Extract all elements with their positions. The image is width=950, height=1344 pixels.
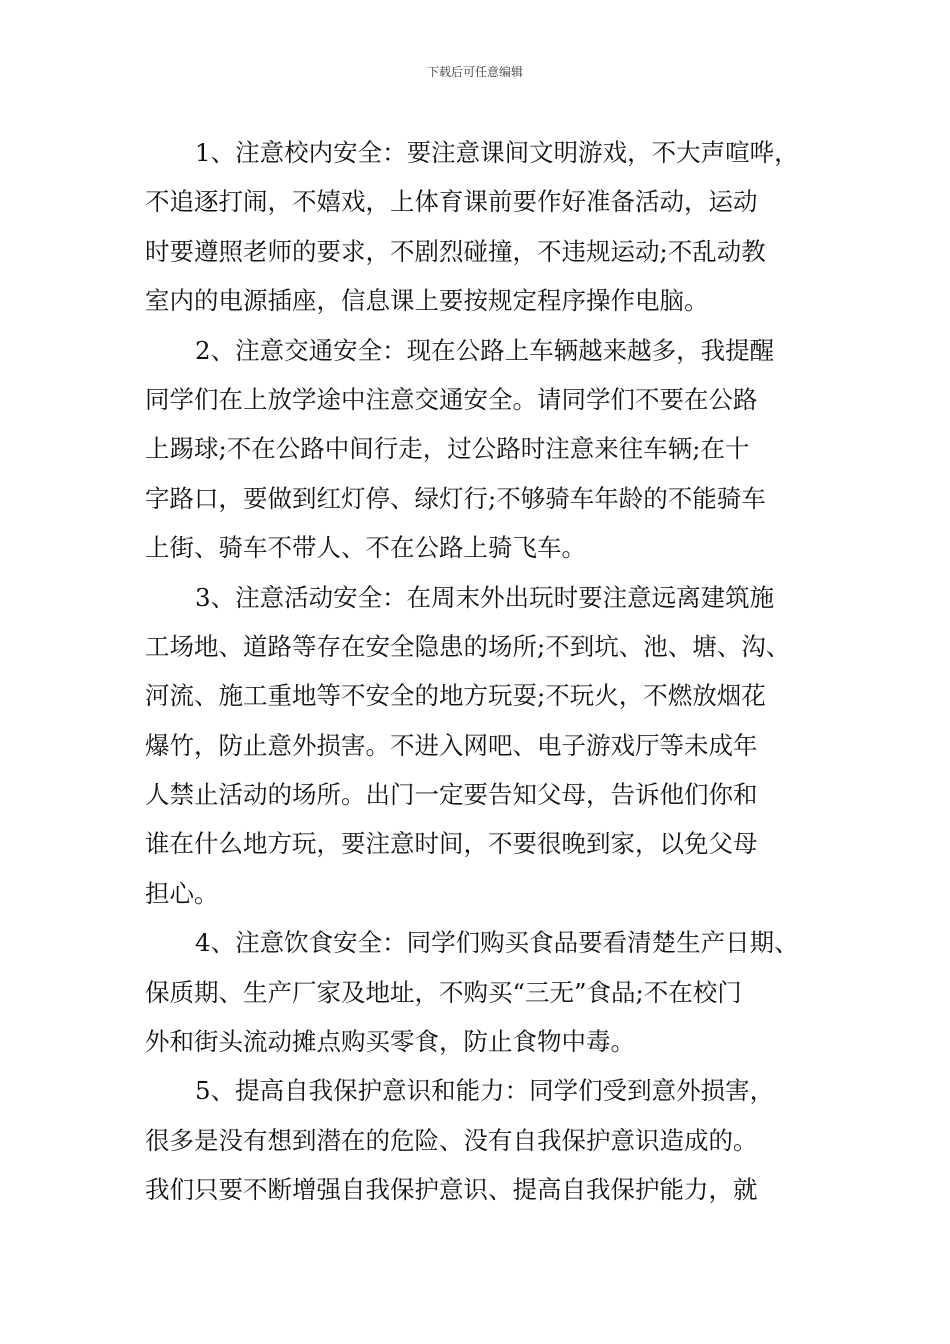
paragraph-line: 外和街头流动摊点购买零食，防止食物中毒。: [145, 1027, 635, 1057]
paragraph-line: 很多是没有想到潜在的危险、没有自我保护意识造成的。: [145, 1125, 758, 1155]
paragraph-self-protection: [145, 1066, 835, 1214]
page-header: 下载后可任意编辑: [426, 65, 523, 79]
paragraph-line: 人禁止活动的场所。出门一定要告知父母，告诉他们你和: [145, 780, 758, 810]
paragraph-campus-safety: [145, 128, 835, 326]
paragraph-line: 字路口，要做到红灯停、绿灯行;不够骑车年龄的不能骑车: [145, 483, 766, 513]
paragraph-line: 上街、骑车不带人、不在公路上骑飞车。: [145, 533, 586, 563]
paragraph-traffic-safety: [145, 326, 835, 573]
paragraph-line: 爆竹，防止意外损害。不进入网吧、电子游戏厅等未成年: [145, 730, 758, 760]
paragraph-line: 5、提高自我保护意识和能力：同学们受到意外损害，: [195, 1076, 775, 1106]
paragraph-line: 同学们在上放学途中注意交通安全。请同学们不要在公路: [145, 384, 758, 414]
paragraph-line: 2、注意交通安全：现在公路上车辆越来越多，我提醒: [195, 335, 775, 365]
paragraph-activity-safety: [145, 573, 835, 919]
document-body: [145, 128, 835, 1215]
paragraph-line: 室内的电源插座，信息课上要按规定程序操作电脑。: [145, 286, 709, 316]
paragraph-food-safety: [145, 918, 835, 1066]
paragraph-line: 上踢球;不在公路中间行走，过公路时注意来往车辆;在十: [145, 434, 750, 464]
paragraph-line: 时要遵照老师的要求，不剧烈碰撞，不违规运动;不乱动教: [145, 236, 766, 266]
paragraph-line: 3、注意活动安全：在周末外出玩时要注意远离建筑施: [195, 582, 775, 612]
paragraph-line: 河流、施工重地等不安全的地方玩耍;不玩火，不燃放烟花: [145, 681, 766, 711]
paragraph-line: 1、注意校内安全：要注意课间文明游戏，不大声喧哗，: [195, 138, 799, 167]
paragraph-line: 担心。: [145, 878, 219, 908]
paragraph-line: 4、注意饮食安全：同学们购买食品要看清楚生产日期、: [195, 928, 799, 958]
paragraph-line: 我们只要不断增强自我保护意识、提高自我保护能力，就: [145, 1175, 758, 1205]
paragraph-line: 工场地、道路等存在安全隐患的场所;不到坑、池、塘、沟、: [145, 631, 791, 661]
paragraph-line: 谁在什么地方玩，要注意时间，不要很晚到家，以免父母: [145, 829, 758, 859]
paragraph-line: 不追逐打闹，不嬉戏，上体育课前要作好准备活动，运动: [145, 187, 758, 217]
paragraph-line: 保质期、生产厂家及地址，不购买“三无”食品;不在校门: [145, 977, 742, 1007]
